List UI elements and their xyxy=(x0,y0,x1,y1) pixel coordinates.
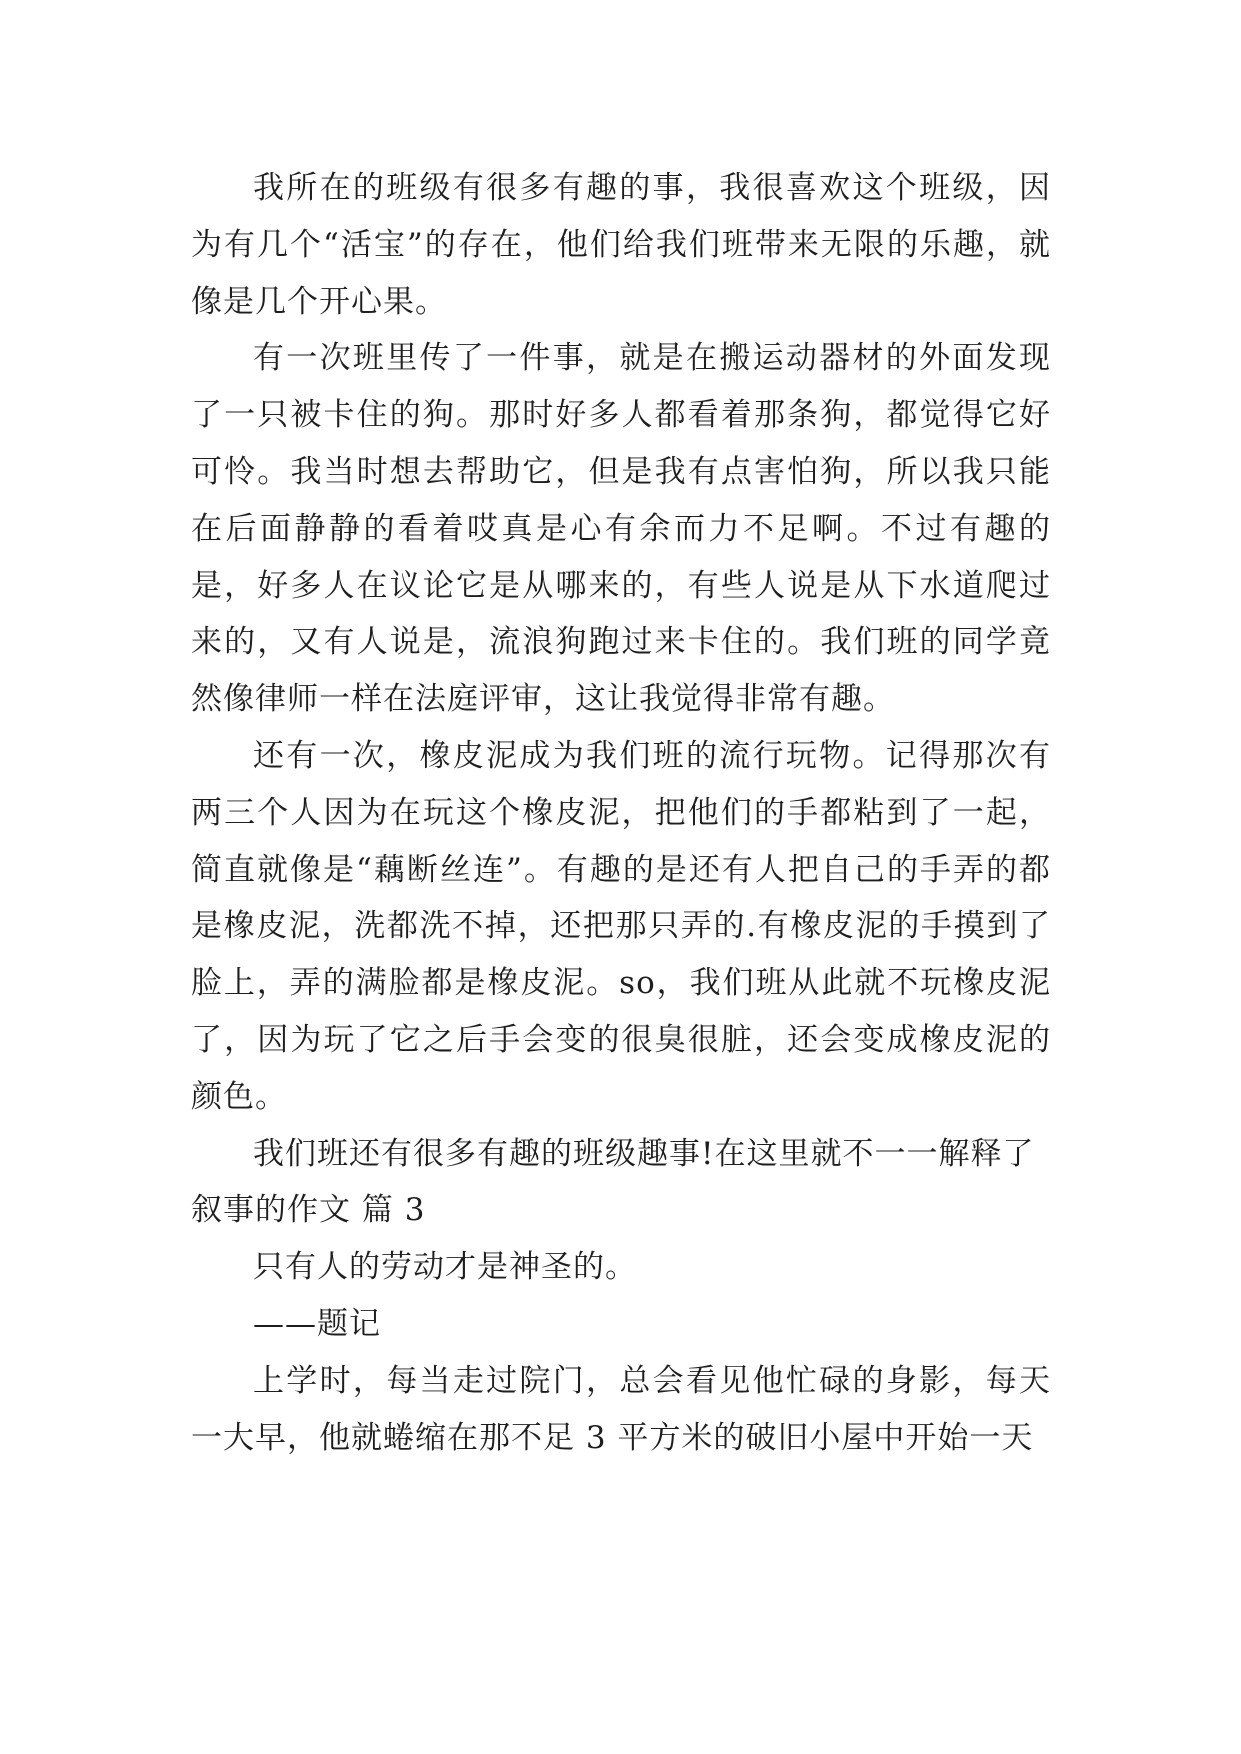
section-heading: 叙事的作文 篇 3 xyxy=(191,1192,426,1229)
paragraph-epigraph: 只有人的劳动才是神圣的。 xyxy=(253,1249,637,1286)
paragraph-conclusion: 我们班还有很多有趣的班级趣事!在这里就不一一解释了 xyxy=(253,1135,1035,1172)
paragraph-intro: 我所在的班级有很多有趣的事，我很喜欢这个班级，因为有几个“活宝”的存在，他们给我们班带来无限的乐趣，就像是几个开心果。 xyxy=(191,170,1051,320)
paragraph-epigraph-source: ——题记 xyxy=(253,1305,381,1342)
paragraph-dog-story: 有一次班里传了一件事，就是在搬运动器材的外面发现了一只被卡住的狗。那时好多人都看着那条狗，都觉得它好可怜。我当时想去帮助它，但是我有点害怕狗，所以我只能在后面静静的看着哎真是心有余而力不足啊。不过有趣的是，好多人在议论它是从哪来的，有些人说是从下水道爬过来的，又有人说是，流浪狗跑过来卡住的。我们班的同学竟然像律师一样在法庭评审，这让我觉得非常有趣。 xyxy=(191,340,1051,718)
document-body xyxy=(191,160,1051,1466)
paragraph-essay-start: 上学时，每当走过院门，总会看见他忙碌的身影，每天一大早，他就蜷缩在那不足 3 平方米的破旧小屋中开始一天 xyxy=(191,1362,1051,1456)
paragraph-clay-story: 还有一次，橡皮泥成为我们班的流行玩物。记得那次有两三个人因为在玩这个橡皮泥，把他们的手都粘到了一起，简直就像是“藕断丝连”。有趣的是还有人把自己的手弄的都是橡皮泥，洗都洗不掉，还把那只弄的.有橡皮泥的手摸到了脸上，弄的满脸都是橡皮泥。so，我们班从此就不玩橡皮泥了，因为玩了它之后手会变的很臭很脏，还会变成橡皮泥的颜色。 xyxy=(191,737,1051,1115)
